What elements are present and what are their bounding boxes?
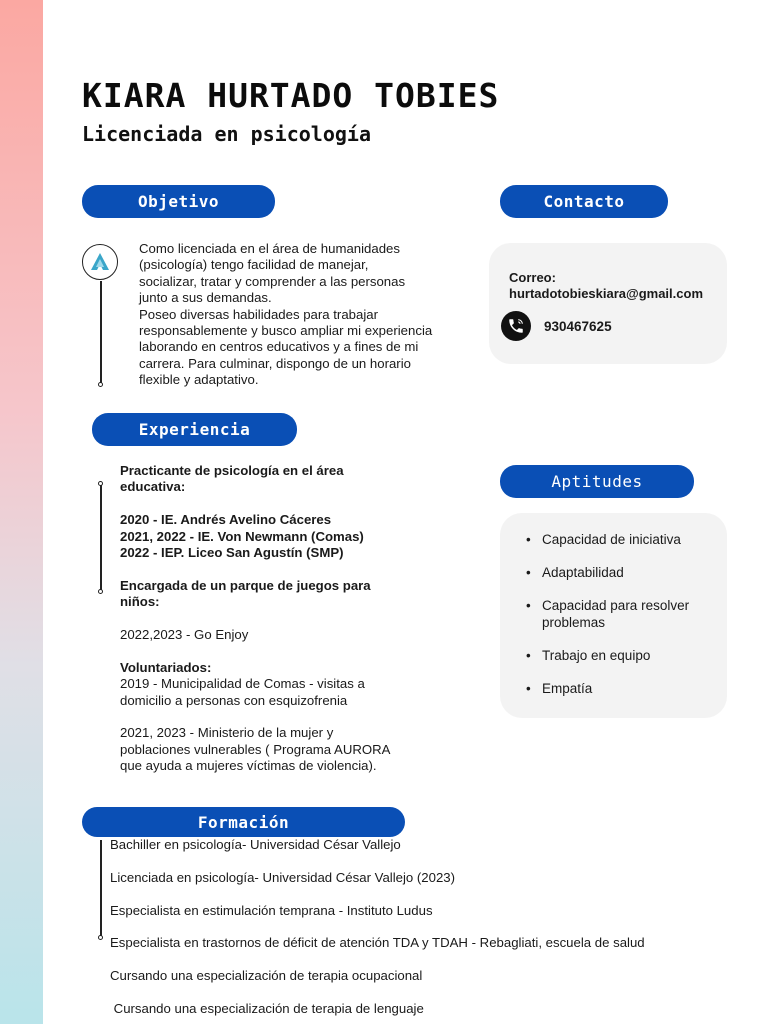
objetivo-line: responsablemente y busco ampliar mi experiencia: [139, 323, 433, 339]
section-heading-contacto: Contacto: [500, 185, 668, 218]
objetivo-line: Poseo diversas habilidades para trabajar: [139, 306, 378, 322]
objetivo-line: flexible y adaptativo.: [139, 372, 259, 388]
volunteer-title: Voluntariados:: [120, 659, 212, 675]
volunteer-entry: que ayuda a mujeres víctimas de violencia).: [120, 758, 377, 774]
volunteer-entry: 2021, 2023 - Ministerio de la mujer y: [120, 725, 334, 741]
objetivo-line: junto a sus demandas.: [139, 290, 272, 306]
education-item: Especialista en trastornos de déficit de atención TDA y TDAH - Rebagliati, escuela de salud: [110, 935, 645, 950]
phone-number[interactable]: 930467625: [544, 319, 612, 334]
education-item: Licenciada en psicología- Universidad César Vallejo (2023): [110, 870, 456, 885]
list-item: • Adaptabilidad: [520, 565, 705, 582]
candidate-title: Licenciada en psicología: [82, 122, 371, 146]
job-entry: 2022 - IEP. Liceo San Agustín (SMP): [120, 545, 344, 561]
section-heading-experiencia: Experiencia: [92, 413, 297, 446]
volunteer-entry: 2019 - Municipalidad de Comas - visitas a: [120, 676, 365, 692]
section-heading-objetivo: Objetivo: [82, 185, 275, 218]
candidate-name: KIARA HURTADO TOBIES: [82, 76, 500, 115]
contact-card: [489, 243, 727, 364]
job-title: educativa:: [120, 479, 186, 495]
job-title: Encargada de un parque de juegos para: [120, 577, 371, 593]
experiencia-timeline-line: [100, 483, 102, 593]
list-item: • Trabajo en equipo: [520, 648, 705, 665]
objetivo-line: (psicología) tengo facilidad de manejar,: [139, 257, 369, 273]
list-item: • Empatía: [520, 681, 705, 698]
experiencia-timeline-dot: [98, 589, 103, 594]
education-item: Cursando una especialización de terapia de lenguaje: [110, 1001, 424, 1016]
decorative-side-band: [0, 0, 43, 1024]
objetivo-line: laborando en centros educativos y a fines de mi: [139, 339, 419, 355]
objetivo-timeline-dot: [98, 382, 103, 387]
objetivo-timeline-line: [100, 281, 102, 384]
email-label: Correo:: [509, 270, 556, 285]
phone-icon: [501, 311, 531, 341]
volunteer-entry: domicilio a personas con esquizofrenia: [120, 692, 348, 708]
education-item: Bachiller en psicología- Universidad César Vallejo: [110, 837, 401, 852]
objetivo-line: Como licenciada en el área de humanidades: [139, 241, 400, 256]
formacion-timeline-dot: [98, 935, 103, 940]
job-title: Practicante de psicología en el área: [120, 463, 344, 478]
email-link[interactable]: hurtadotobieskiara@gmail.com: [509, 286, 703, 301]
section-heading-formacion: Formación: [82, 807, 405, 837]
education-item: Cursando una especialización de terapia ocupacional: [110, 968, 423, 983]
experiencia-content: [120, 463, 440, 775]
aptitudes-list: [520, 532, 705, 714]
list-item: • Capacidad de iniciativa: [520, 532, 705, 549]
job-entry: 2021, 2022 - IE. Von Newmann (Comas): [120, 528, 364, 544]
job-entry: 2022,2023 - Go Enjoy: [120, 627, 249, 643]
formacion-timeline-line: [100, 840, 102, 938]
education-item: Especialista en estimulación temprana - Instituto Ludus: [110, 903, 433, 918]
objetivo-line: socializar, tratar y comprender a las personas: [139, 273, 406, 289]
objetivo-text: [139, 241, 469, 389]
logo-icon: [82, 244, 118, 280]
objetivo-line: carrera. Para culminar, dispongo de un horario: [139, 355, 411, 371]
job-title: niños:: [120, 594, 160, 610]
volunteer-entry: poblaciones vulnerables ( Programa AURORA: [120, 741, 391, 757]
experiencia-timeline-dot: [98, 481, 103, 486]
job-entry: 2020 - IE. Andrés Avelino Cáceres: [120, 512, 332, 528]
section-heading-aptitudes: Aptitudes: [500, 465, 694, 498]
list-item: • Capacidad para resolver problemas: [520, 598, 705, 631]
